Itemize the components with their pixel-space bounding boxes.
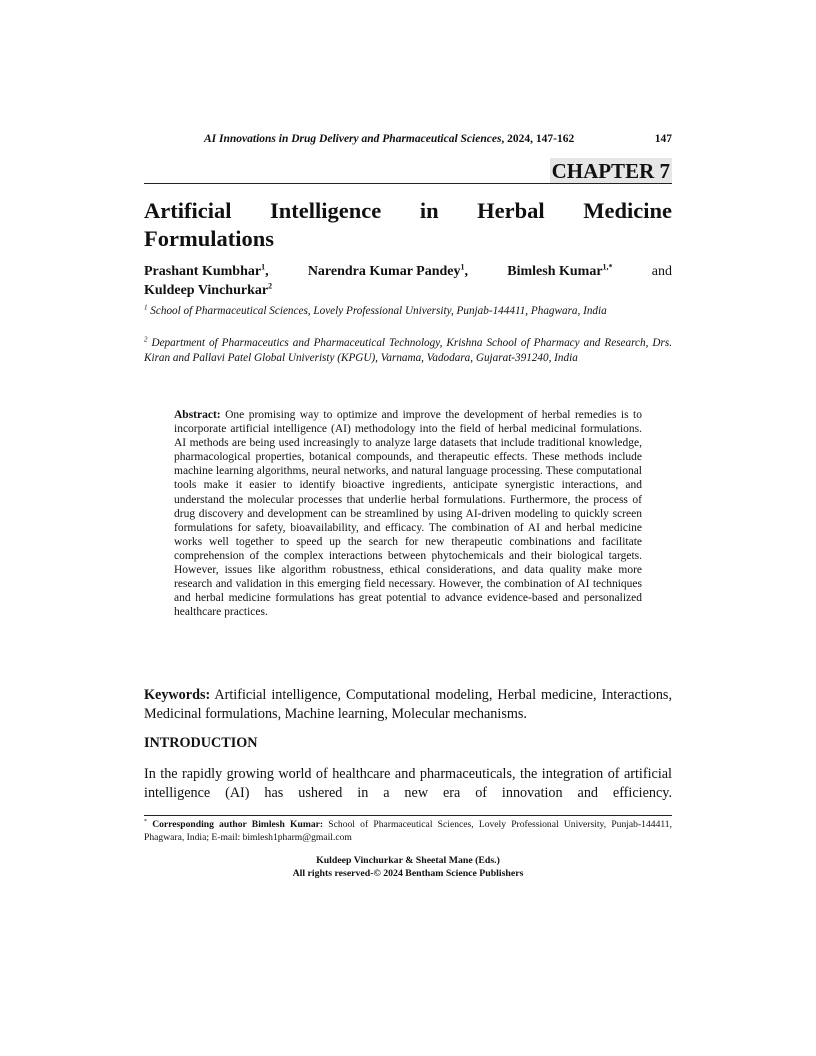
author: Bimlesh Kumar$^{1,*}$ [507,262,613,279]
author: Narendra Kumar Pandey$^1$, [307,262,469,279]
journal-name: AI Innovations in Drug Delivery and Pharmaceutical Sciences [204,133,502,145]
keywords-label: Keywords: [144,687,211,703]
author-affil-mark: 1 [261,262,266,272]
chapter-rule [144,183,672,184]
author-affil-mark: 2 [268,281,273,291]
affiliation-1: $^1$ School of Pharmaceutical Sciences, Lovely Professional University, Punjab-144411, Phagwara, India [144,303,607,317]
editors-line: Kuldeep Vinchurkar & Sheetal Mane (Eds.) [316,855,500,866]
title-line-1 [144,197,672,225]
title-word: Intelligence [270,198,382,223]
section-heading: INTRODUCTION [144,735,258,751]
rights-line: All rights reserved-© 2024 Bentham Science Publishers [292,867,524,879]
author-affil-mark: 1 [460,262,465,272]
author-list [144,262,672,300]
affiliation-2: $^2$ Department of Pharmaceutics and Pharmaceutical Technology, Krishna School of Pharmacy and Research, Drs. Kiran and Pallavi Patel Global Univeristy (KPGU), Varnama, Vadodara, Gujarat-391240, India [144,335,672,364]
abstract-label: Abstract: [174,409,221,421]
footnote: * Corresponding author Bimlesh Kumar: School of Pharmaceutical Sciences, Lovely Professional University, Punjab-144411, Phagwara, India; E-mail: bimlesh1pharm@gmail.com [144,818,672,843]
chapter-label: CHAPTER 7 [551,159,670,183]
footnote-label: Corresponding author Bimlesh Kumar: [147,819,324,830]
publisher-info [144,855,672,880]
author-conjunction: and [651,264,672,279]
keywords-text: Artificial intelligence, Computational modeling, Herbal medicine, Interactions, Medicinal formulations, Machine learning, Molecular mechanisms. [144,687,672,722]
abstract-text: One promising way to optimize and improve the development of herbal remedies is to incorporate artificial intelligence (AI) methodology into the field of herbal medicinal formulations. AI methods are being used increasingly to analyze large datasets that include traditional knowledge, pharmacological properties, botanical compounds, and therapeutic effects. These methods include machine learning algorithms, neural networks, and natural language processing. These computational tools make it easier to identify bioactive ingredients, anticipate synergistic interactions, and understand the molecular processes that underlie herbal formulations. Furthermore, the process of drug discovery and development can be streamlined by using AI-driven modeling to quickly screen formulations for safety, bioavailability, and efficacy. The combination of AI and herbal medicine works well together to speed up the search for new therapeutic combinations and facilitate comprehension of the complex interactions between phytochemicals and their biological targets. However, issues like algorithm robustness, ethical considerations, and data quality make more research and validation in this emerging field necessary. However, the combination of AI techniques and herbal medicine formulations has great potential to advance evidence-based and personalized healthcare practices. [174,409,642,619]
author: Kuldeep Vinchurkar$^2$ [144,281,273,298]
chapter-title [144,197,672,253]
title-word: Herbal [477,198,545,223]
author-affil-mark: 1,* [602,262,613,272]
footnote-rule [144,815,672,816]
journal-details: , 2024, 147-162 [501,133,575,145]
title-word: Medicine [583,198,672,223]
author: Prashant Kumbhar$^1$, [144,262,269,279]
footnote-text: School of Pharmaceutical Sciences, Lovely Professional University, Punjab-144411, Phagwara, India; E-mail: bimlesh1pharm@gmail.com [144,819,672,843]
title-line-2: Formulations [144,226,275,251]
title-word: in [419,198,439,223]
page-number: 147 [654,133,672,145]
intro-paragraph: In the rapidly growing world of healthcare and pharmaceuticals, the integration of artificial intelligence (AI) has ushered in a new era of innovation and efficiency. [144,766,672,801]
abstract [174,408,642,619]
keywords [144,686,672,724]
title-word: Artificial [144,198,232,223]
